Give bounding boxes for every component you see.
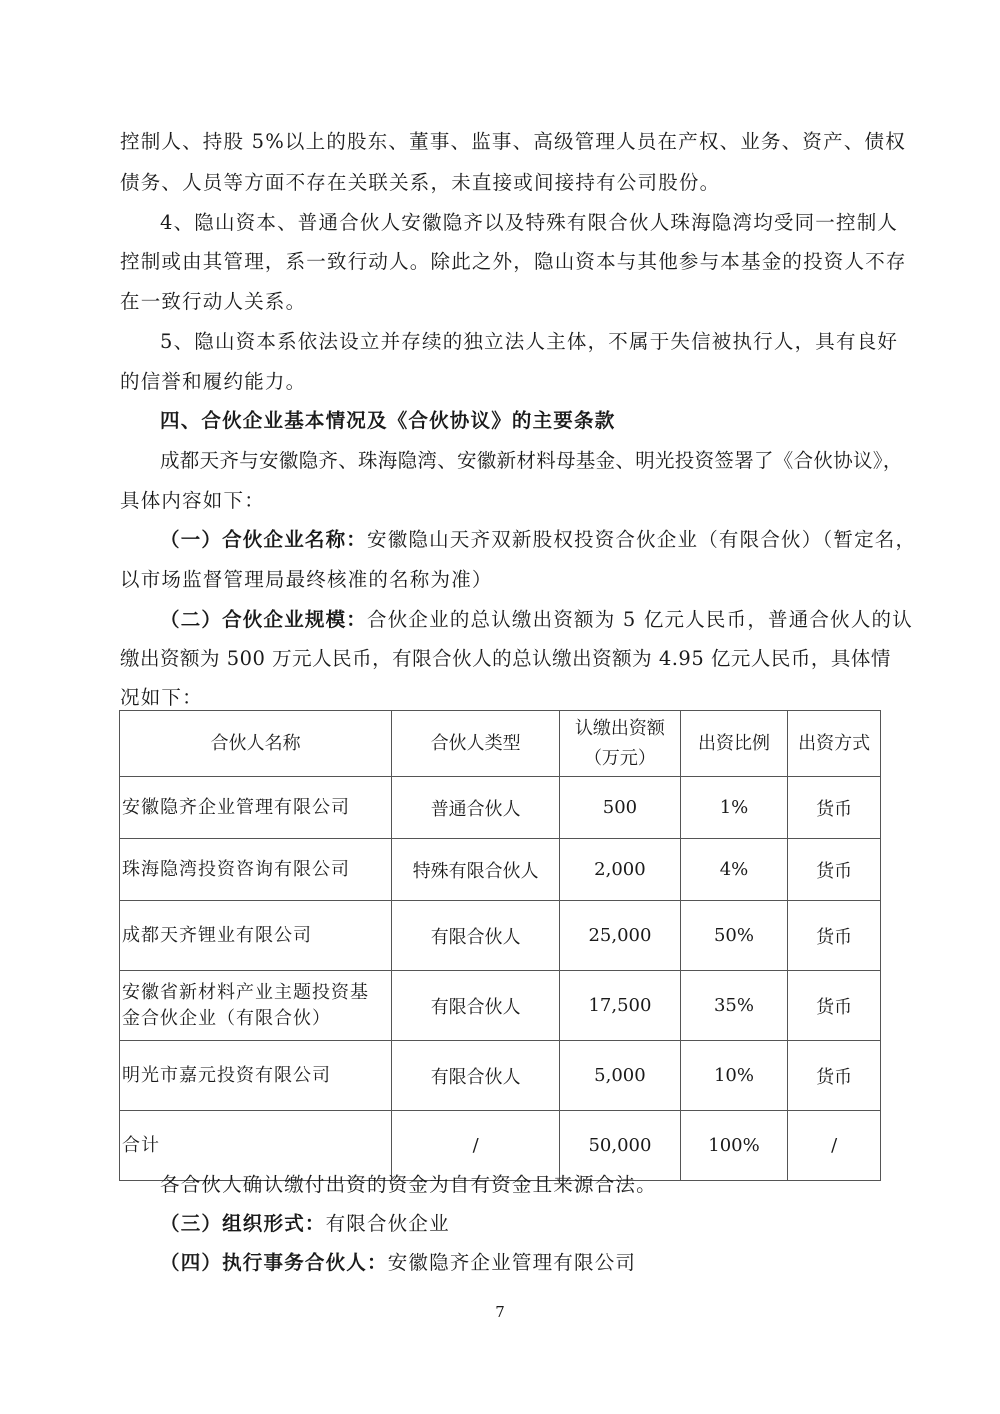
item-partnership-scale bbox=[160, 608, 922, 632]
table-row: 成都天齐锂业有限公司 有限合伙人 25,000 50% 货币 bbox=[120, 901, 881, 971]
paragraph-line: 5、隐山资本系依法设立并存续的独立法人主体，不属于失信被执行人，具有良好 bbox=[160, 330, 899, 353]
item-value: 安徽隐山天齐双新股权投资合伙企业（有限合伙）（暂定名， bbox=[367, 528, 917, 551]
item-value: 安徽隐齐企业管理有限公司 bbox=[387, 1251, 637, 1274]
paragraph-line: 各合伙人确认缴付出资的资金为自有资金且来源合法。 bbox=[160, 1173, 657, 1196]
header-partner-type: 合伙人类型 bbox=[392, 711, 560, 777]
table-header-row bbox=[120, 711, 881, 777]
header-subscribed-amount: 认缴出资额 （万元） bbox=[560, 711, 681, 777]
paragraph-line: 的信誉和履约能力。 bbox=[120, 370, 307, 393]
item-value: 有限合伙企业 bbox=[325, 1212, 450, 1235]
header-method: 出资方式 bbox=[788, 711, 881, 777]
paragraph-line: 成都天齐与安徽隐齐、珠海隐湾、安徽新材料母基金、明光投资签署了《合伙协议》， bbox=[160, 449, 903, 472]
table-row: 安徽省新材料产业主题投资基 金合伙企业（有限合伙） 有限合伙人 17,500 35% 货币 bbox=[120, 971, 881, 1041]
header-partner-name: 合伙人名称 bbox=[120, 711, 392, 777]
paragraph-line: 控制或由其管理，系一致行动人。除此之外，隐山资本与其他参与本基金的投资人不存 bbox=[120, 250, 907, 273]
paragraph-line: 4、隐山资本、普通合伙人安徽隐齐以及特殊有限合伙人珠海隐湾均受同一控制人 bbox=[160, 211, 899, 234]
paragraph-line: 债务、人员等方面不存在关联关系，未直接或间接持有公司股份。 bbox=[120, 171, 721, 194]
item-partnership-name bbox=[160, 528, 922, 552]
paragraph-line: 况如下： bbox=[120, 686, 203, 709]
header-ratio: 出资比例 bbox=[680, 711, 787, 777]
paragraph-line: 以市场监督管理局最终核准的名称为准） bbox=[120, 568, 493, 591]
item-label: （四）执行事务合伙人： bbox=[160, 1251, 388, 1274]
item-value: 合伙企业的总认缴出资额为 5 亿元人民币，普通合伙人的认 bbox=[367, 608, 913, 631]
table-total-row: 合计 / 50,000 100% / bbox=[120, 1111, 881, 1181]
paragraph-line: 在一致行动人关系。 bbox=[120, 290, 307, 313]
paragraph-line: 控制人、持股 5%以上的股东、董事、监事、高级管理人员在产权、业务、资产、债权 bbox=[120, 130, 906, 153]
table-row: 珠海隐湾投资咨询有限公司 特殊有限合伙人 2,000 4% 货币 bbox=[120, 839, 881, 901]
item-organization-form bbox=[160, 1212, 922, 1236]
section-heading: 四、合伙企业基本情况及《合伙协议》的主要条款 bbox=[160, 409, 616, 432]
partners-table bbox=[119, 710, 881, 1181]
paragraph-line: 具体内容如下： bbox=[120, 489, 265, 512]
item-executive-partner bbox=[160, 1251, 922, 1275]
table-row: 安徽隐齐企业管理有限公司 普通合伙人 500 1% 货币 bbox=[120, 777, 881, 839]
item-label: （二）合伙企业规模： bbox=[160, 608, 368, 631]
paragraph-line: 缴出资额为 500 万元人民币，有限合伙人的总认缴出资额为 4.95 亿元人民币，具体情 bbox=[120, 647, 891, 670]
table-row: 明光市嘉元投资有限公司 有限合伙人 5,000 10% 货币 bbox=[120, 1041, 881, 1111]
page-number: 7 bbox=[495, 1303, 505, 1321]
item-label: （一）合伙企业名称： bbox=[160, 528, 368, 551]
item-label: （三）组织形式： bbox=[160, 1212, 326, 1235]
